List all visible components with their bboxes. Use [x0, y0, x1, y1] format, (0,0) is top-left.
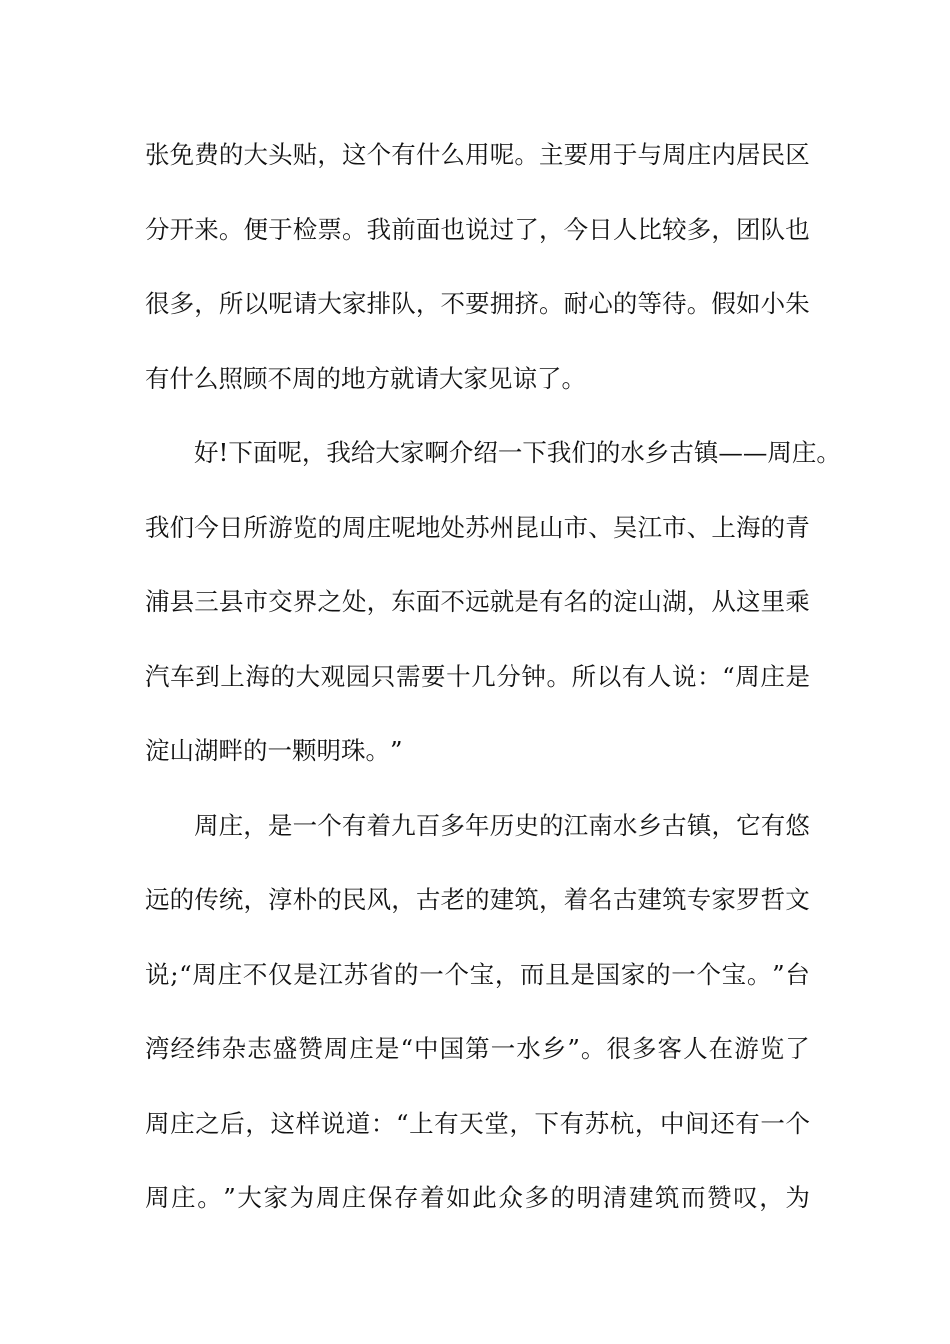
text-line: 湾 经 纬 杂 志 盛 赞 周 庄 是 “ 中 国 第 一 水 乡 ” 。 很 多 客 人 在 游 览 了 [145, 1034, 810, 1063]
text-line: 汽 车 到 上 海 的 大 观 园 只 需 要 十 几 分 钟 。 所 以 有 人 说 ： “ 周 庄 是 [145, 661, 810, 691]
text-line: 分 开 来 。 便 于 检 票 。 我 前 面 也 说 过 了 ， 今 日 人 比 较 多 ， 团 队 也 [145, 214, 810, 244]
text-line: 远 的 传 统 ， 淳 朴 的 民 风 ， 古 老 的 建 筑 ， 着 名 古 建 筑 专 家 罗 哲 文 [145, 885, 810, 914]
text-line: 周 庄 ， 是 一 个 有 着 九 百 多 年 历 史 的 江 南 水 乡 古 镇 ， 它 有 悠 [194, 810, 810, 840]
text-line: 很 多 ， 所 以 呢 请 大 家 排 队 ， 不 要 拥 挤 。 耐 心 的 等 待 。 假 如 小 朱 [145, 289, 810, 318]
text-line: 张 免 费 的 大 头 贴 ， 这 个 有 什 么 用 呢 。 主 要 用 于 与 周 庄 内 居 民 区 [145, 140, 810, 169]
text-line: 有 什 么 照 顾 不 周 的 地 方 就 请 大 家 见 谅 了 。 [145, 363, 586, 393]
text-line: 说 ; “ 周 庄 不 仅 是 江 苏 省 的 一 个 宝 ， 而 且 是 国 家 的 一 个 宝 。 ” 台 [145, 959, 810, 989]
text-line: 我 们 今 日 所 游 览 的 周 庄 呢 地 处 苏 州 昆 山 市 、 吴 江 市 、 上 海 的 青 [145, 512, 810, 542]
text-line: 淀 山 湖 畔 的 一 颗 明 珠 。 ” [145, 736, 403, 765]
text-line: 周 庄 之 后 ， 这 样 说 道 ： “ 上 有 天 堂 ， 下 有 苏 杭 ， 中 间 还 有 一 个 [145, 1108, 810, 1138]
text-line: 浦 县 三 县 市 交 界 之 处 ， 东 面 不 远 就 是 有 名 的 淀 山 湖 ， 从 这 里 乘 [145, 587, 810, 616]
body-text [145, 130, 841, 1248]
text-line: 周 庄 。 ” 大 家 为 周 庄 保 存 着 如 此 众 多 的 明 清 建 筑 而 赞 叹 ， 为 [145, 1183, 810, 1212]
text-line: 好 ! 下 面 呢 ， 我 给 大 家 啊 介 绍 一 下 我 们 的 水 乡 古 镇 — — 周 庄 。 [194, 438, 841, 467]
